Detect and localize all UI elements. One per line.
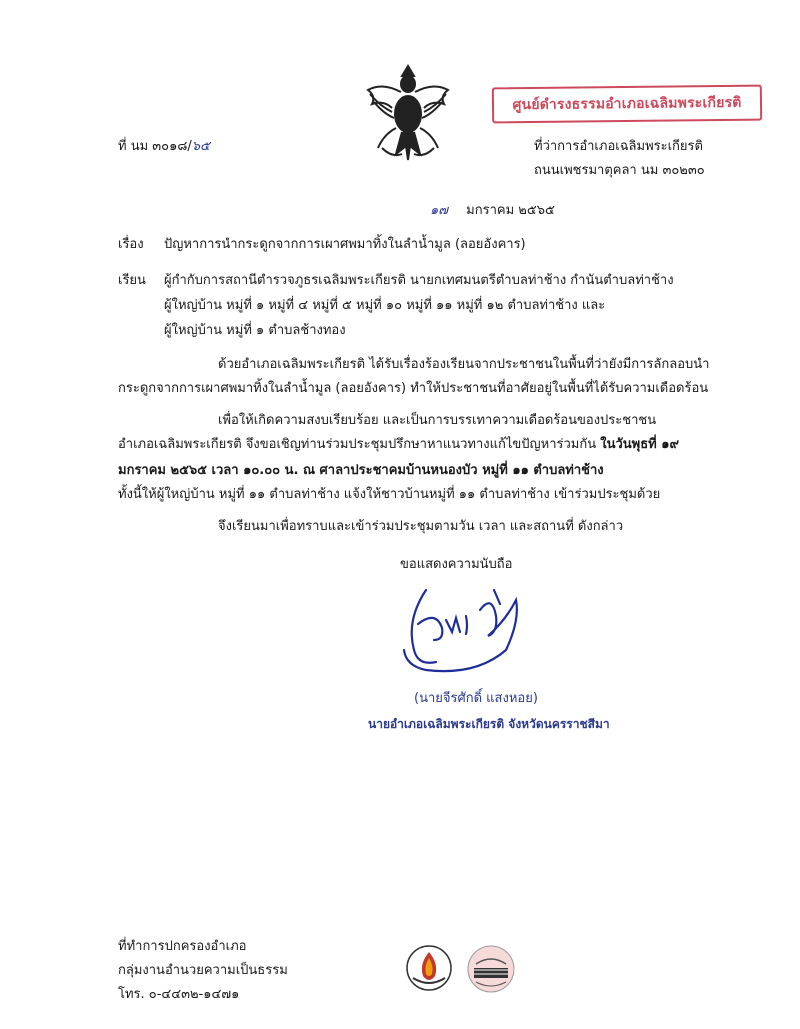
signatory-title: นายอำเภอเฉลิมพระเกียรติ จังหวัดนครราชสีมา (368, 717, 610, 731)
paragraph-3: จึงเรียนมาเพื่อทราบและเข้าร่วมประชุมตามวัน เวลา และสถานที่ ดังกล่าว (218, 519, 624, 534)
recipient-line-2: ผู้ใหญ่บ้าน หมู่ที่ ๑ หมู่ที่ ๔ หมู่ที่ ๕ หมู่ที่ ๑๐ หมู่ที่ ๑๑ หมู่ที่ ๑๒ ตำบลท่าช้าง และ (164, 298, 606, 313)
district-seal-logo-icon (405, 944, 453, 992)
recipient-line-1: ผู้กำกับการสถานีตำรวจภูธรเฉลิมพระเกียรติ นายกเทศมนตรีตำบลท่าช้าง กำนันตำบลท่าช้าง (164, 273, 674, 288)
recipient-line-3: ผู้ใหญ่บ้าน หมู่ที่ ๑ ตำบลช้างทอง (164, 323, 346, 338)
closing-regards: ขอแสดงความนับถือ (400, 557, 513, 572)
reference-number (118, 138, 210, 156)
date-month-year: มกราคม ๒๕๖๕ (466, 203, 555, 218)
paragraph-2-line-1: เพื่อให้เกิดความสงบเรียบร้อย และเป็นการบรรเทาความเดือดร้อนของประชาชน (218, 413, 657, 428)
recipient-label: เรียน (118, 273, 146, 288)
paragraph-1-line-1: ด้วยอำเภอเฉลิมพระเกียรติ ได้รับเรื่องร้องเรียนจากประชาชนในพื้นที่ว่ายังมีการลักลอบนำ (218, 357, 710, 372)
subject-label: เรื่อง (118, 237, 144, 252)
paragraph-1-line-2: กระดูกจากการเผาศพมาทิ้งในลำน้ำมูล (ลอยอังคาร) ทำให้ประชาชนที่อาศัยอยู่ในพื้นที่ได้รับความเดือดร้อน (118, 381, 709, 396)
district-dharma-logo-icon (466, 944, 516, 994)
meeting-day: ในวันพุธที่ ๑๙ (600, 437, 680, 452)
signatory-name: (นายจีรศักดิ์ แสงหอย) (414, 691, 538, 706)
signature-image (396, 580, 536, 680)
footer-department: กลุ่มงานอำนวยความเป็นธรรม (118, 963, 288, 978)
date-day-handwritten: ๑๗ (430, 203, 449, 218)
footer-office: ที่ทำการปกครองอำเภอ (118, 939, 247, 954)
garuda-emblem-icon (362, 62, 454, 164)
meeting-date-place: มกราคม ๒๕๖๕ เวลา ๑๐.๐๐ น. ณ ศาลาประชาคมบ้านหนองบัว หมู่ที่ ๑๑ ตำบลท่าช้าง (118, 463, 604, 478)
letter-date (430, 202, 555, 220)
reference-number-handwritten: ๖๕ (191, 139, 210, 154)
paragraph-2-line-2-text: อำเภอเฉลิมพระเกียรติ จึงขอเชิญท่านร่วมประชุมปรึกษาหาแนวทางแก้ไขปัญหาร่วมกัน (118, 437, 601, 452)
paragraph-2-line-2 (118, 436, 679, 454)
reference-number-printed: ที่ นม ๓๐๑๘/ (118, 139, 192, 154)
office-name: ที่ว่าการอำเภอเฉลิมพระเกียรติ (534, 139, 703, 154)
complaint-center-stamp: ศูนย์ดำรงธรรมอำเภอเฉลิมพระเกียรติ (492, 85, 762, 124)
office-address: ถนนเพชรมาตุคลา นม ๓๐๒๓๐ (534, 163, 705, 178)
subject-text: ปัญหาการนำกระดูกจากการเผาศพมาทิ้งในลำน้ำมูล (ลอยอังคาร) (164, 237, 526, 252)
footer-phone: โทร. ๐-๔๔๓๒-๑๔๗๑ (118, 987, 240, 1002)
paragraph-2-line-4: ทั้งนี้ให้ผู้ใหญ่บ้าน หมู่ที่ ๑๑ ตำบลท่าช้าง แจ้งให้ชาวบ้านหมู่ที่ ๑๑ ตำบลท่าช้าง เข้าร่วมประชุมด้วย (118, 487, 661, 502)
